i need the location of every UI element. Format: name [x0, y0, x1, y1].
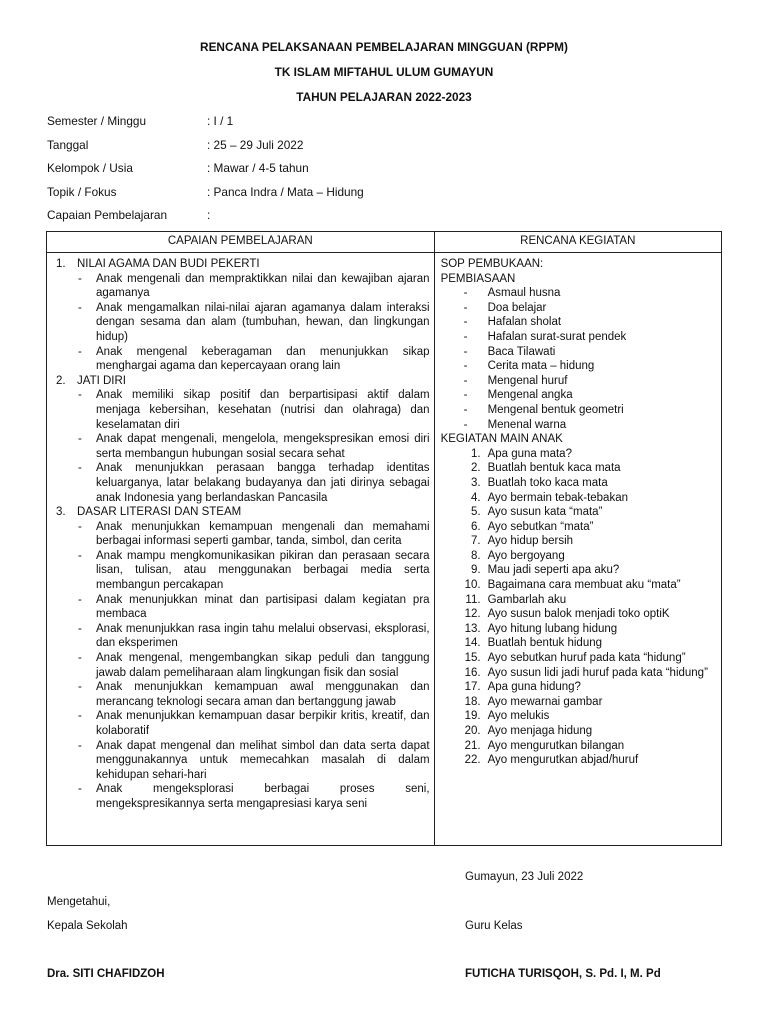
- pembiasaan-item: - Menenal warna: [463, 418, 567, 431]
- kegiatan-item: 15. Ayo sebutkan huruf pada kata “hidung”: [464, 652, 686, 665]
- kegiatan-item: 14. Buatlah bentuk hidung: [464, 637, 603, 650]
- kegiatan-item: 5. Ayo susun kata “mata”: [470, 506, 603, 519]
- pembiasaan-item: - Doa belajar: [463, 301, 547, 314]
- meta-label: Tanggal: [47, 138, 89, 152]
- pembiasaan-item: - Mengenal angka: [463, 389, 573, 402]
- teacher-name: FUTICHA TURISQOH, S. Pd. I, M. Pd: [465, 968, 661, 980]
- pembiasaan-list: [441, 286, 715, 432]
- list-item: - Anak mengenali dan mempraktikkan nilai dan kewajiban ajaran agamanya: [78, 272, 430, 300]
- pembiasaan-item: - Hafalan surat-surat pendek: [463, 330, 627, 343]
- kegiatan-item: 16. Ayo susun lidi jadi huruf pada kata “hidung”: [464, 666, 708, 679]
- rppm-table: [46, 231, 722, 846]
- list-item: - Anak menunjukkan rasa ingin tahu melalui observasi, eksplorasi, dan eksperimen: [78, 622, 430, 650]
- meta-label: Capaian Pembelajaran: [47, 208, 168, 222]
- meta-value: : 25 – 29 Juli 2022: [207, 138, 304, 152]
- kegiatan-item: 3. Buatlah toko kaca mata: [470, 476, 608, 489]
- activity-plan-cell: [434, 253, 721, 846]
- kegiatan-item: 19. Ayo melukis: [464, 710, 550, 723]
- kegiatan-item: 6. Ayo sebutkan “mata”: [470, 520, 594, 533]
- kegiatan-item: 18. Ayo mewarnai gambar: [464, 695, 603, 708]
- meta-value: : I / 1: [207, 114, 234, 128]
- list-item: - Anak dapat mengenali, mengelola, mengekspresikan emosi diri serta membangun hubungan sosial secara sehat: [78, 433, 430, 460]
- column-header-capaian: CAPAIAN PEMBELAJARAN: [47, 232, 435, 253]
- pembiasaan-item: - Baca Tilawati: [463, 345, 556, 358]
- table-body-row: [47, 253, 722, 846]
- list-item: - Anak menunjukkan kemampuan awal menggunakan dan merancang teknologi secara aman dan bertanggung jawab: [78, 681, 430, 708]
- kegiatan-item: 22. Ayo mengurutkan abjad/huruf: [464, 754, 639, 767]
- kegiatan-item: 17. Apa guna hidung?: [464, 681, 581, 694]
- acknowledged-label: Mengetahui,: [47, 896, 111, 908]
- pembiasaan-item: - Mengenal bentuk geometri: [463, 403, 624, 416]
- teacher-role: Guru Kelas: [465, 920, 523, 932]
- section-heading: 2. JATI DIRI: [56, 374, 126, 387]
- pembiasaan-item: - Asmaul husna: [463, 287, 561, 300]
- list-item: - Anak menunjukkan minat dan partisipasi dalam kegiatan pra membaca: [78, 593, 430, 621]
- school-name: TK ISLAM MIFTAHUL ULUM GUMAYUN: [274, 65, 494, 79]
- document-title: RENCANA PELAKSANAAN PEMBELAJARAN MINGGUAN (RPPM): [200, 40, 568, 54]
- meta-value: : Panca Indra / Mata – Hidung: [207, 185, 364, 199]
- kegiatan-list: [441, 447, 715, 768]
- kegiatan-item: 13. Ayo hitung lubang hidung: [464, 622, 618, 635]
- meta-value: : Mawar / 4-5 tahun: [207, 161, 309, 175]
- list-item: - Anak mengamalkan nilai-nilai ajaran agamanya dalam interaksi dengan sesama dan alam (tumbuhan, hewan, dan lingkungan hidup): [78, 301, 430, 343]
- kegiatan-item: 4. Ayo bermain tebak-tebakan: [470, 491, 628, 504]
- list-item: - Anak menunjukkan perasaan bangga terhadap identitas keluarganya, latar belakang budayanya dan jati dirinya sebagai anak Indonesia yang berlandaskan Pancasila: [78, 462, 430, 504]
- list-item: - Anak mampu mengkomunikasikan pikiran dan perasaan secara lisan, tulisan, atau menggunakan berbagai media serta membangun percakapan: [78, 549, 430, 592]
- list-item: - Anak mengeksplorasi berbagai proses seni, mengekspresikannya serta mengapresiasi karya seni: [78, 783, 430, 810]
- kegiatan-item: 10. Bagaimana cara membuat aku “mata”: [464, 579, 681, 592]
- kegiatan-item: 21. Ayo mengurutkan bilangan: [464, 739, 625, 752]
- kegiatan-item: 2. Buatlah bentuk kaca mata: [470, 462, 621, 475]
- list-item: - Anak mengenal keberagaman dan menunjukkan sikap menghargai agama dan kepercayaan orang lain: [78, 345, 430, 373]
- kegiatan-item: 9. Mau jadi seperti apa aku?: [470, 564, 620, 577]
- list-item: - Anak mengenal, mengembangkan sikap peduli dan tanggung jawab dalam pemeliharaan alam lingkungan fisik dan sosial: [78, 652, 430, 679]
- kegiatan-item: 12. Ayo susun balok menjadi toko optiK: [464, 608, 670, 621]
- meta-value: :: [207, 208, 211, 222]
- list-item: - Anak dapat mengenal dan melihat simbol dan data serta dapat menggunakannya untuk memecahkan masalah di dalam kehidupan sehari-hari: [78, 739, 430, 781]
- sop-heading: SOP PEMBUKAAN:: [440, 258, 544, 270]
- pembiasaan-heading: PEMBIASAAN: [440, 272, 516, 285]
- kegiatan-item: 8. Ayo bergoyang: [470, 549, 565, 562]
- pembiasaan-item: - Mengenal huruf: [463, 374, 568, 387]
- place-date: Gumayun, 23 Juli 2022: [465, 871, 584, 883]
- pembiasaan-item: - Hafalan sholat: [463, 316, 562, 329]
- pembiasaan-item: - Cerita mata – hidung: [463, 360, 595, 373]
- principal-role: Kepala Sekolah: [47, 920, 128, 932]
- list-item: - Anak memiliki sikap positif dan berpartisipasi aktif dalam menjaga kebersihan, kesehatan (nutrisi dan olahraga) dan keselamatan diri: [78, 389, 430, 431]
- academic-year: TAHUN PELAJARAN 2022-2023: [296, 90, 472, 104]
- column-header-rencana: RENCANA KEGIATAN: [434, 232, 721, 253]
- meta-label: Topik / Fokus: [47, 185, 117, 199]
- learning-outcomes-cell: [47, 253, 435, 846]
- kegiatan-item: 11. Gambarlah aku: [465, 593, 567, 606]
- table-header-row: [47, 232, 722, 253]
- kegiatan-heading: KEGIATAN MAIN ANAK: [440, 433, 563, 446]
- section-heading: 1. NILAI AGAMA DAN BUDI PEKERTI: [56, 258, 260, 270]
- section-heading: 3. DASAR LITERASI DAN STEAM: [56, 506, 242, 519]
- meta-label: Kelompok / Usia: [47, 161, 133, 175]
- meta-label: Semester / Minggu: [47, 114, 147, 128]
- principal-name: Dra. SITI CHAFIDZOH: [47, 968, 165, 980]
- kegiatan-item: 7. Ayo hidup bersih: [470, 535, 574, 548]
- list-item: - Anak menunjukkan kemampuan dasar berpikir kritis, kreatif, dan kolaboratif: [78, 710, 430, 737]
- kegiatan-item: 1. Apa guna mata?: [470, 447, 572, 460]
- kegiatan-item: 20. Ayo menjaga hidung: [464, 725, 593, 737]
- list-item: - Anak menunjukkan kemampuan mengenali dan memahami berbagai informasi seperti gambar, tanda, simbol, dan cerita: [78, 520, 430, 548]
